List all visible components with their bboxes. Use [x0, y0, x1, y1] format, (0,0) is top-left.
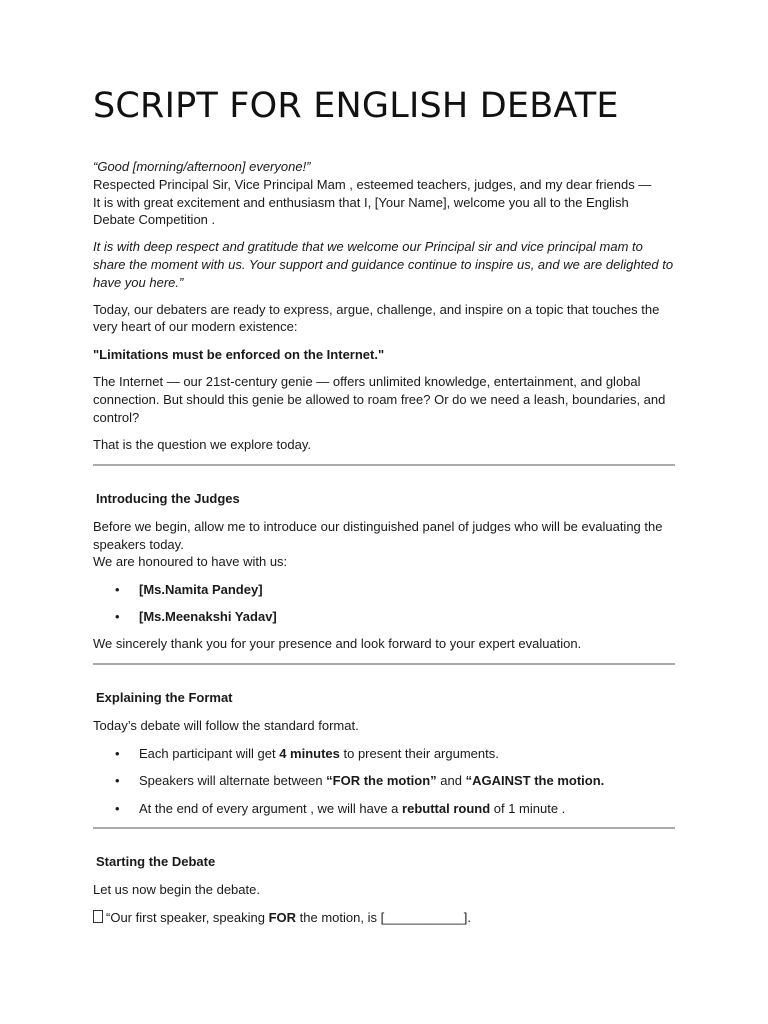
- bullet-icon: •: [115, 801, 120, 816]
- judges-intro-line-3: We are honoured to have with us:: [93, 554, 288, 569]
- judges-intro-line-1: Before we begin, allow me to introduce our distinguished panel of judges who will be evaluating the: [93, 519, 663, 534]
- page-title: SCRIPT FOR ENGLISH DEBATE: [93, 86, 619, 126]
- format-item-text: Each participant will get 4 minutes to present their arguments.: [139, 746, 499, 761]
- first-speaker-line: “Our first speaker, speaking FOR the motion, is [___________].: [93, 909, 471, 927]
- gratitude-line-1: It is with deep respect and gratitude that we welcome our Principal sir and vice principal mam to: [93, 239, 643, 254]
- checkbox-icon: [93, 910, 103, 923]
- debaters-line-1: Today, our debaters are ready to express, argue, challenge, and inspire on a topic that touches the: [93, 302, 660, 317]
- start-intro: Let us now begin the debate.: [93, 882, 260, 897]
- judges-intro-line-2: speakers today.: [93, 537, 184, 552]
- gratitude-line-2: share the moment with us. Your support and guidance continue to inspire us, and we are delighted to: [93, 257, 674, 272]
- format-item-text: At the end of every argument , we will have a rebuttal round of 1 minute .: [139, 801, 566, 816]
- format-intro: Today’s debate will follow the standard format.: [93, 718, 359, 733]
- intro-line-3: Debate Competition .: [93, 212, 216, 227]
- format-heading: Explaining the Format: [96, 690, 233, 705]
- gratitude-line-3: have you here.”: [93, 275, 184, 290]
- greeting: “Good [morning/afternoon] everyone!”: [93, 159, 311, 174]
- question-text: That is the question we explore today.: [93, 437, 311, 452]
- judges-heading: Introducing the Judges: [96, 491, 240, 506]
- judge-name: [Ms.Meenakshi Yadav]: [139, 609, 277, 624]
- judge-name: [Ms.Namita Pandey]: [139, 582, 263, 597]
- section-divider: [93, 663, 675, 665]
- internet-line-2: connection. But should this genie be allowed to roam free? Or do we need a leash, boundaries, and: [93, 392, 666, 407]
- debaters-line-2: very heart of our modern existence:: [93, 319, 298, 334]
- intro-line-1: Respected Principal Sir, Vice Principal Mam , esteemed teachers, judges, and my dear friends —: [93, 177, 652, 192]
- bullet-icon: •: [115, 746, 120, 761]
- internet-line-1: The Internet — our 21st-century genie — offers unlimited knowledge, entertainment, and global: [93, 374, 641, 389]
- section-divider: [93, 464, 675, 466]
- motion-text: "Limitations must be enforced on the Internet.": [93, 347, 385, 362]
- judges-thanks: We sincerely thank you for your presence and look forward to your expert evaluation.: [93, 636, 582, 651]
- section-divider: [93, 827, 675, 829]
- intro-line-2: It is with great excitement and enthusiasm that I, [Your Name], welcome you all to the English: [93, 195, 629, 210]
- start-heading: Starting the Debate: [96, 854, 216, 869]
- bullet-icon: •: [115, 773, 120, 788]
- bullet-icon: •: [115, 609, 120, 624]
- format-item-text: Speakers will alternate between “FOR the motion” and “AGAINST the motion.: [139, 773, 605, 788]
- internet-line-3: control?: [93, 410, 140, 425]
- bullet-icon: •: [115, 582, 120, 597]
